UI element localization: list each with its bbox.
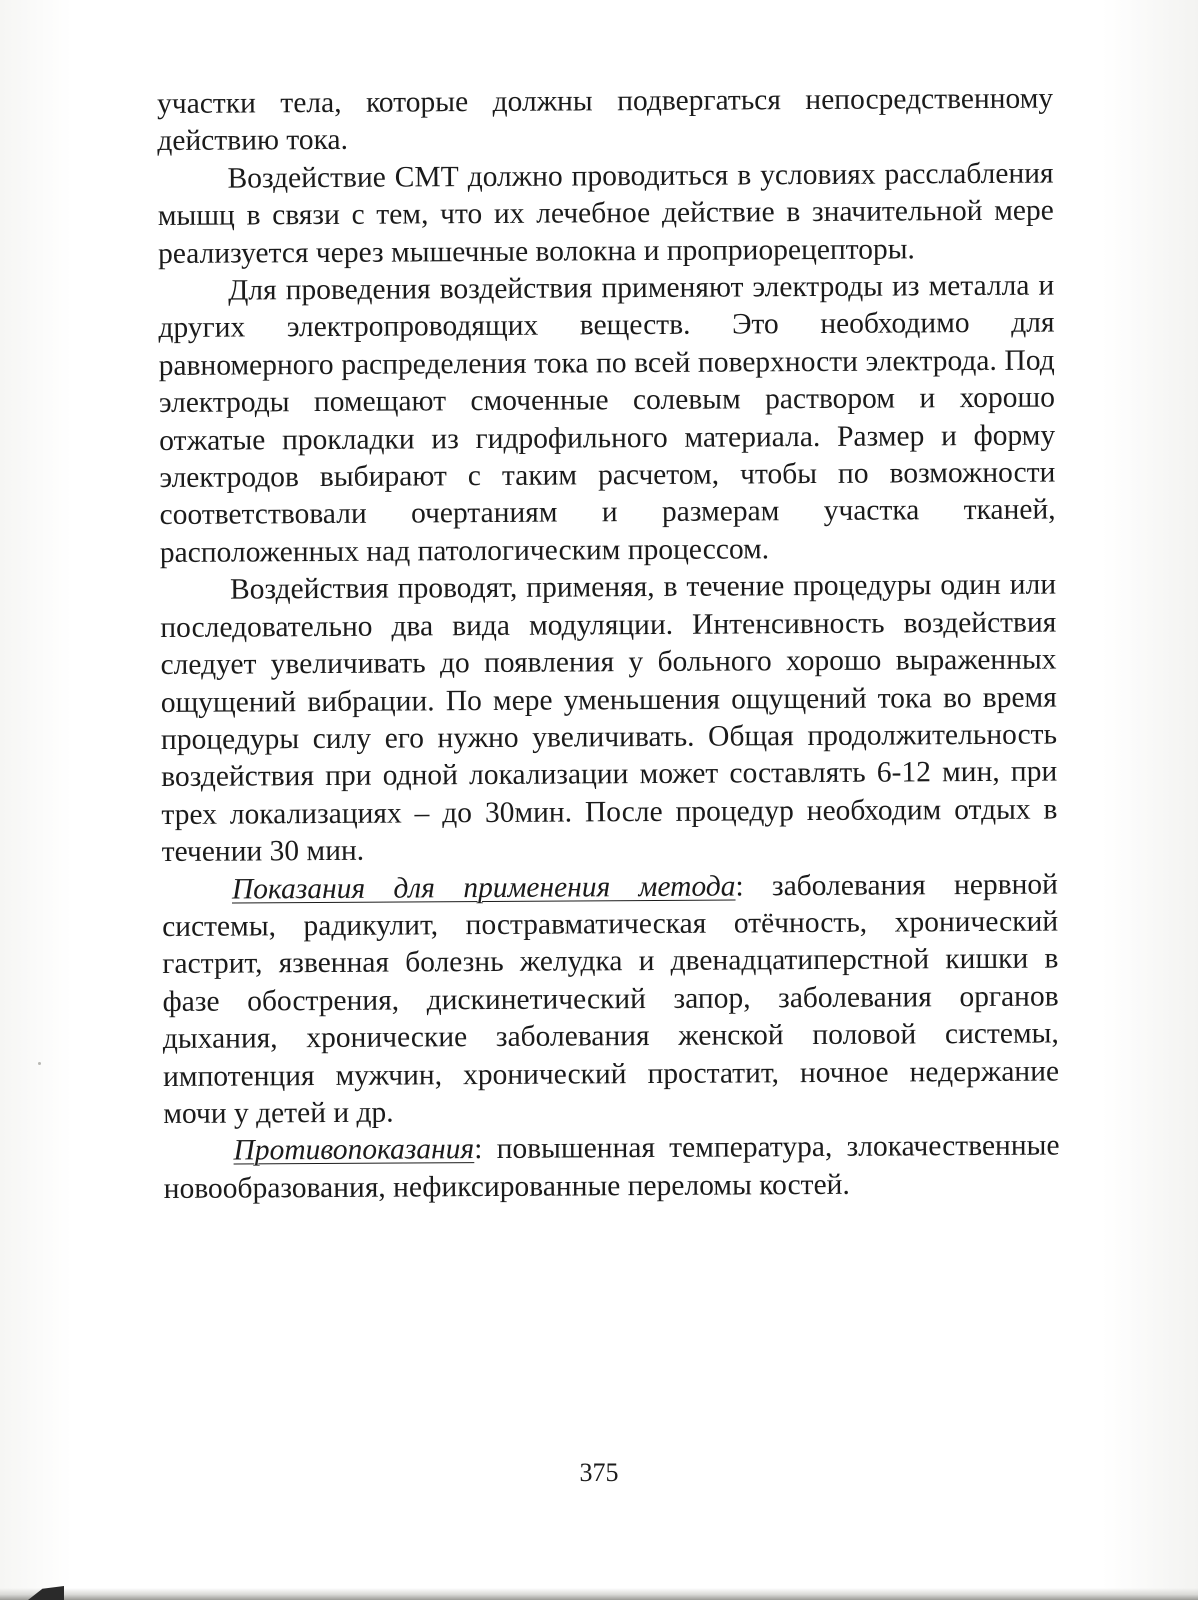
scan-speck xyxy=(38,1062,41,1065)
paragraph-text: Для проведения воздействия применяют электроды из металла и других электропроводящих веществ. Это необходимо для равномерного распределения тока по всей поверхности электрода. Под электроды помещают смоченные солевым раствором и хорошо отжатые прокладки из гидрофильного материала. Размер и форму электродов выбирают с таким расчетом, чтобы по возможности соответствовали очертаниям и размерам участка тканей, расположенных над патологическим процессом. xyxy=(158,269,1056,569)
page-number: 375 xyxy=(579,1458,619,1487)
paragraph-text: Воздействия проводят, применяя, в течение процедуры один или последовательно два вида модуляции. Интенсивность воздействия следует увеличивать до появления у больного хорошо выраженных ощущений вибрации. По мере уменьшения ощущений тока во время процедуры силу его нужно увеличивать. Общая продолжительность воздействия при одной локализации может составлять 6-12 мин, при трех локализациях – до 30мин. После процедур необходим отдых в течении 30 мин. xyxy=(160,568,1058,869)
contraindications-text: : повышенная температура, злокачественные новообразования, нефиксированные переломы костей. xyxy=(163,1129,1060,1205)
page-body xyxy=(157,81,1060,1209)
paragraph-text: Воздействие СМТ должно проводиться в условиях расслабления мышц в связи с тем, что их лечебное действие в значительной мере реализуется через мышечные волокна и проприорецепторы. xyxy=(157,157,1054,270)
paragraph-text: участки тела, которые должны подвергаться непосредственному действию тока. xyxy=(157,82,1054,158)
paragraph-electrodes xyxy=(158,268,1056,573)
indications-heading: Показания для применения метода xyxy=(231,870,736,906)
paragraph-indications xyxy=(162,866,1060,1133)
paragraph-continuation xyxy=(157,81,1053,161)
scan-bottom-edge xyxy=(0,1588,1198,1600)
paragraph-contraindications xyxy=(163,1128,1059,1208)
indications-text: : заболевания нервной системы, радикулит, постравматическая отёчность, хронический гастрит, язвенная болезнь желудка и двенадцатиперстной кишки в фазе обострения, дискинетический запор, заболевания органов дыхания, хронические заболевания женской половой системы, импотенция мужчин, хронический простатит, ночное недержание мочи у детей и др. xyxy=(162,868,1060,1130)
paragraph-procedure xyxy=(160,567,1058,872)
contraindications-heading: Противопоказания xyxy=(233,1133,475,1167)
paragraph-muscle-relaxation xyxy=(157,155,1054,273)
